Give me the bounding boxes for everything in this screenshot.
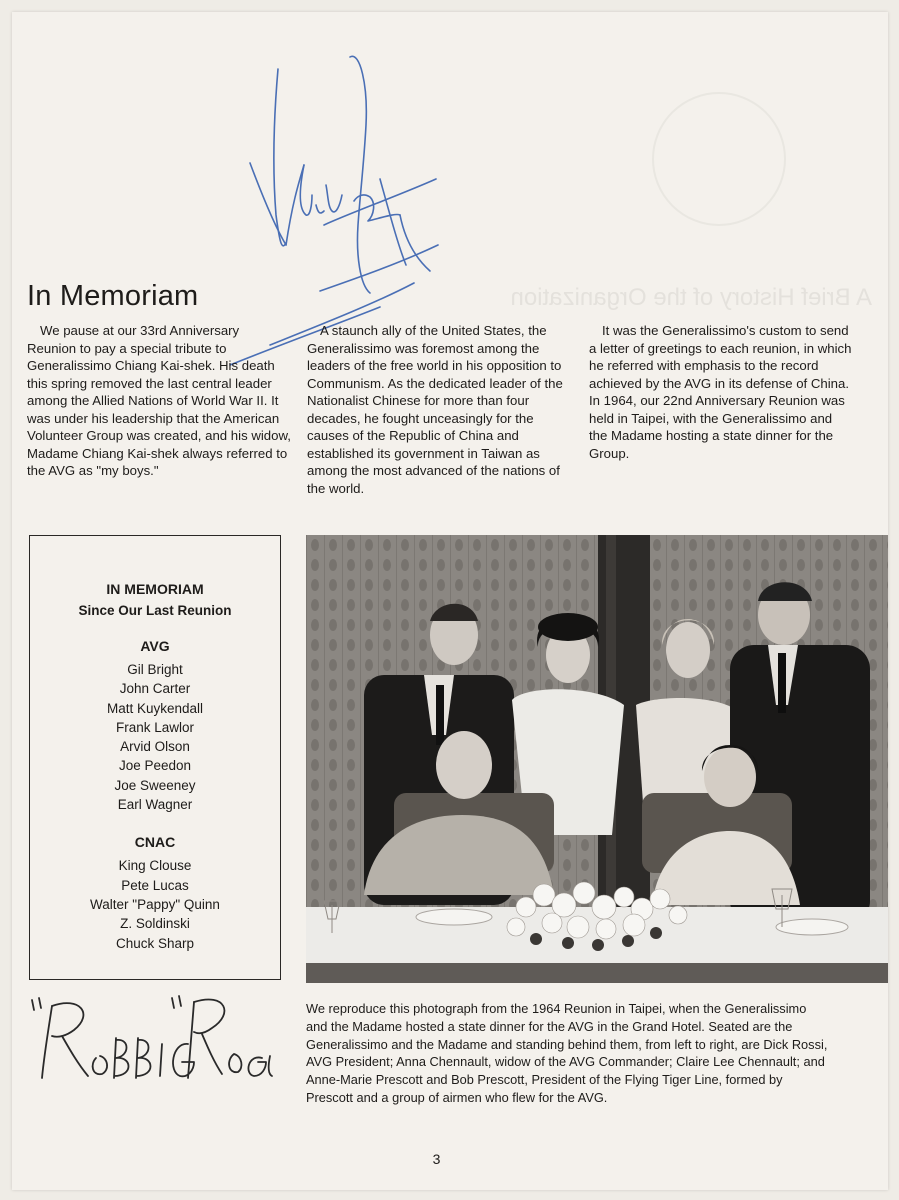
cnac-member-list	[30, 856, 280, 952]
list-item: Earl Wagner	[117, 797, 193, 813]
list-item: Matt Kuykendall	[106, 700, 204, 716]
list-item: Gil Bright	[127, 662, 183, 677]
list-item: Frank Lawlor	[115, 719, 195, 735]
faint-seal-showthrough	[652, 92, 786, 226]
list-item: Joe Peedon	[118, 758, 192, 774]
avg-member-list	[30, 660, 280, 814]
intro-column-1: We pause at our 33rd Anniversary Reunion to pay a special tribute to Generalissimo Chiang Kai-shek. His death this spring removed the last central leader among the Allied Nations of World War II. It was under his leadership that the American Volunteer Group was created, and his widow, Madame Chiang Kai-shek always referred to the AVG as "my boys."	[27, 323, 291, 478]
memoriam-list-box	[29, 535, 281, 980]
page-title: In Memoriam	[27, 280, 199, 312]
intro-column-2: A staunch ally of the United States, the Generalissimo was foremost among the leaders of the free world in his opposition to Communism. As the dedicated leader of the Nationalist Chinese for more than four decades, he fought unceasingly for the causes of the Republic of China and established its government in Taiwan as among the most advanced of the nations of the world.	[307, 323, 563, 496]
memoriam-box-heading: IN MEMORIAM	[106, 581, 204, 597]
group-heading-cnac: CNAC	[134, 834, 176, 851]
list-item: Walter "Pappy" Quinn	[90, 896, 220, 912]
list-item: Joe Sweeney	[114, 777, 196, 793]
photo-illustration	[306, 535, 888, 983]
list-item: Z. Soldinski	[120, 916, 190, 932]
list-item: Arvid Olson	[120, 739, 190, 755]
intro-column-3: It was the Generalissimo's custom to send a letter of greetings to each reunion, in which he referred with emphasis to the record achieved by the AVG in its defense of China. In 1964, our 22nd Anniversary Reunion was held in Taipei, with the Generalissimo and the Madame hosting a state dinner for the Group.	[589, 323, 852, 461]
memoriam-box-subheading: Since Our Last Reunion	[78, 603, 232, 618]
list-item: John Carter	[119, 681, 191, 697]
list-item: Chuck Sharp	[115, 935, 195, 951]
list-item: King Clouse	[118, 858, 192, 874]
robbie-rogers-autograph	[22, 978, 282, 1088]
group-heading-avg: AVG	[140, 638, 170, 654]
page-number: 3	[432, 1151, 441, 1167]
bleed-through-heading: A Brief History of the Organization	[510, 284, 872, 311]
list-item: Pete Lucas	[121, 877, 189, 893]
reunion-photograph	[306, 535, 888, 983]
photo-caption: We reproduce this photograph from the 1964 Reunion in Taipei, when the Generalissimo and the Madame hosted a state dinner for the AVG in the Grand Hotel. Seated are the Generalissimo and the Madame and standing behind them, from left to right, are Dick Rossi, AVG President; Anna Chennault, widow of the AVG Commander; Claire Lee Chennault; and Anne-Marie Prescott and Bob Prescott, President of the Flying Tiger Line, formed by Prescott and a group of airmen who flew for the AVG.	[306, 1001, 828, 1105]
